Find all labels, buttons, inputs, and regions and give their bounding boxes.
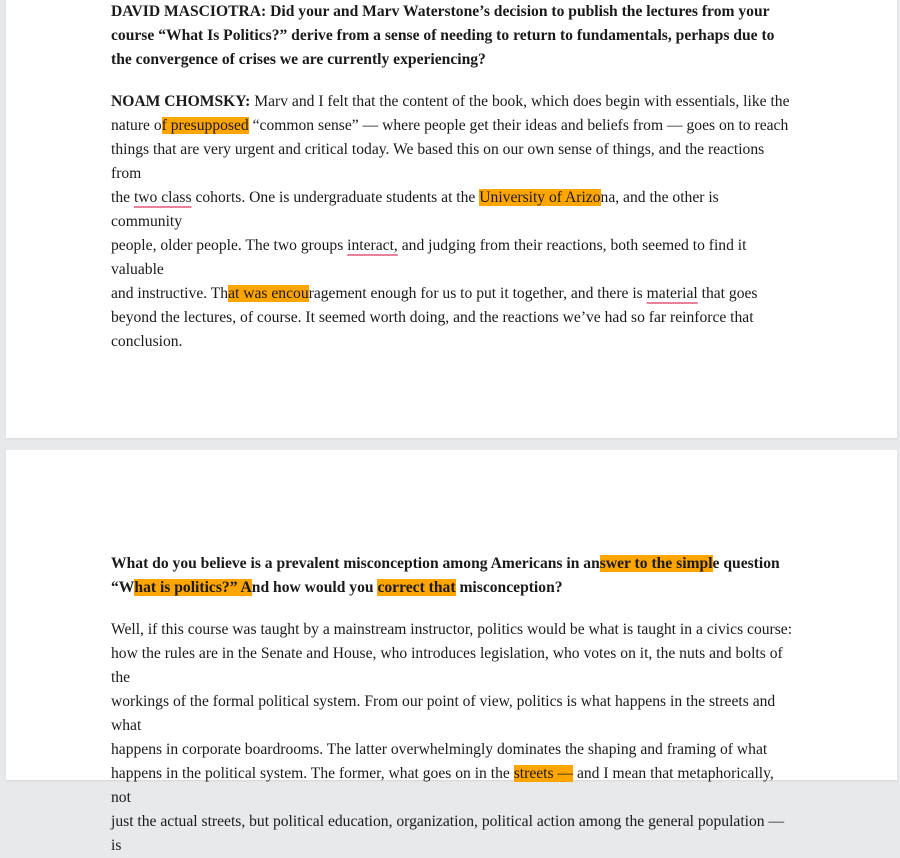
highlight[interactable]: correct that (377, 579, 456, 596)
question-text: “W (111, 579, 135, 596)
document-page-1 (6, 0, 897, 438)
answer-text: the (111, 189, 134, 206)
answer-line: conclusion. (111, 333, 183, 350)
answer-line (111, 282, 793, 306)
question-text: e question (712, 555, 780, 572)
question-line (111, 576, 793, 600)
answer-block (111, 618, 793, 858)
highlight[interactable]: at was encou (228, 285, 309, 302)
answer-text: people, older people. The two groups (111, 237, 348, 254)
answer-line (111, 234, 793, 282)
question-block (111, 0, 793, 72)
answer-text: ragement enough for us to put it together, and there is (308, 285, 647, 302)
answer-text: that goes (697, 285, 758, 302)
answer-block (111, 90, 793, 354)
spellcheck-underline[interactable]: two class (133, 189, 192, 206)
spellcheck-underline[interactable]: interact, (347, 237, 398, 254)
highlight[interactable]: streets — (513, 765, 574, 782)
question-line (111, 552, 793, 576)
answer-text: happens in the political system. The former, what goes on in the (111, 765, 514, 782)
answer-line: beyond the lectures, of course. It seemed worth doing, and the reactions we’ve had so far reinforce that (111, 309, 754, 326)
answer-line: things that are very urgent and critical today. We based this on our own sense of things, and the reactions from (111, 141, 765, 182)
question-text: misconception? (455, 579, 563, 596)
answer-line (111, 186, 793, 234)
question-line: course “What Is Politics?” derive from a sense of needing to return to fundamentals, perhaps due to (111, 27, 775, 44)
answer-line (111, 114, 793, 138)
question-block (111, 552, 793, 600)
highlight[interactable]: hat is politics?” A (134, 579, 252, 596)
document-page-2 (6, 450, 897, 854)
answer-text: and instructive. Th (111, 285, 229, 302)
answer-text: Marv and I felt that the content of the book, which does begin with essentials, like the (250, 93, 790, 110)
answer-line: Well, if this course was taught by a mainstream instructor, politics would be what is taught in a civics course: (111, 621, 793, 638)
answer-line: just the actual streets, but political education, organization, political action among the general population — is (111, 813, 785, 854)
answer-text: cohorts. One is undergraduate students at the (191, 189, 480, 206)
highlight[interactable]: swer to the simpl (599, 555, 713, 572)
speaker-name: NOAM CHOMSKY: (111, 93, 251, 110)
question-text: What do you believe is a prevalent misconception among Americans in an (111, 555, 600, 572)
question-text: nd how would you (251, 579, 378, 596)
answer-text: na, and the other is community (111, 189, 719, 230)
answer-line: how the rules are in the Senate and House, who introduces legislation, who votes on it, the nuts and bolts of the (111, 645, 783, 686)
highlight[interactable]: f presupposed (161, 117, 249, 134)
answer-line: happens in corporate boardrooms. The latter overwhelmingly dominates the shaping and framing of what (111, 741, 768, 758)
spellcheck-underline[interactable]: material (646, 285, 698, 302)
answer-line (111, 90, 793, 114)
highlight[interactable]: University of Arizo (479, 189, 601, 206)
answer-line: workings of the formal political system. From our point of view, politics is what happens in the streets and what (111, 693, 776, 734)
answer-line (111, 762, 793, 810)
question-line: DAVID MASCIOTRA: Did your and Marv Waterstone’s decision to publish the lectures from your (111, 3, 770, 20)
question-line: the convergence of crises we are currently experiencing? (111, 51, 486, 68)
answer-text: and judging from their reactions, both seemed to find it valuable (111, 237, 747, 278)
answer-text: nature o (111, 117, 162, 134)
answer-text: and I mean that metaphorically, not (111, 765, 774, 806)
answer-text: “common sense” — where people get their ideas and beliefs from — goes on to reach (248, 117, 789, 134)
